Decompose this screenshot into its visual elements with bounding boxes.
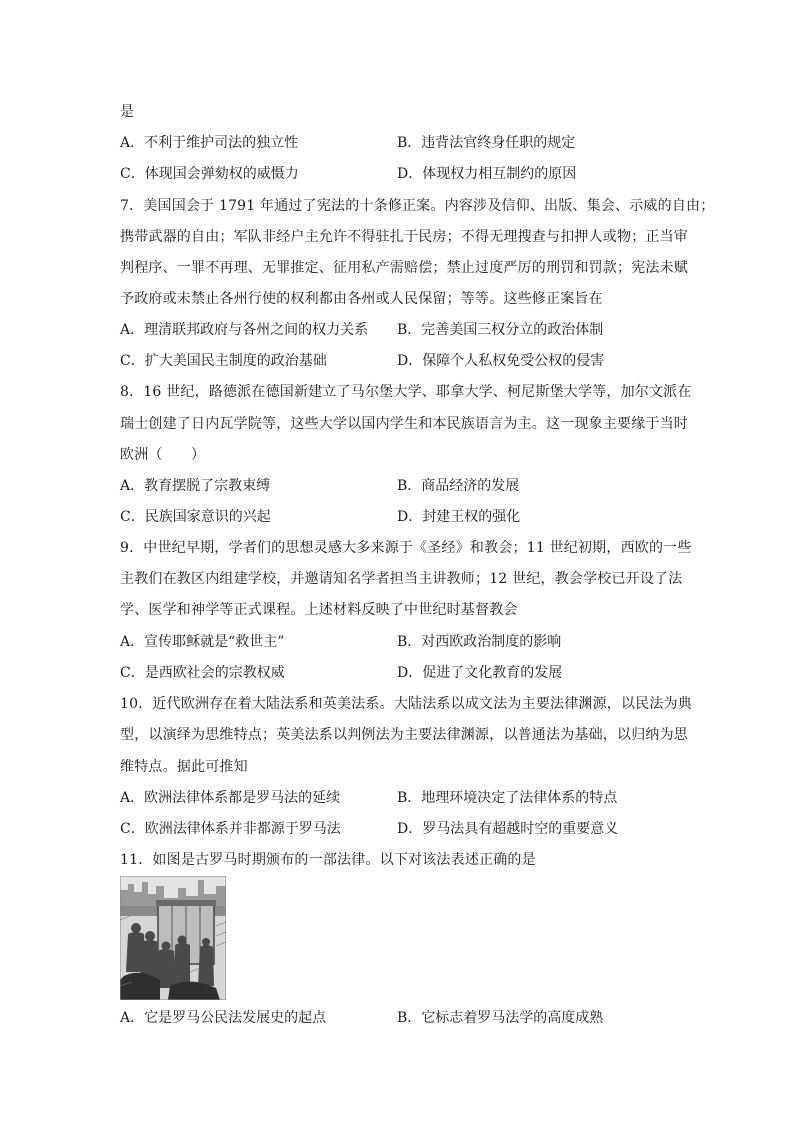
q9-stem-line-1: 9．中世纪早期，学者们的思想灵感大多来源于《圣经》和教会；11 世纪初期，西欧的一些	[120, 540, 692, 556]
q6-option-d: D．体现权力相互制约的原因	[397, 166, 577, 182]
q8-stem-line-1: 8．16 世纪，路德派在德国新建立了马尔堡大学、耶拿大学、柯尼斯堡大学等，加尔文派在	[120, 384, 692, 400]
q11-stem-line-1: 11．如图是古罗马时期颁布的一部法律。以下对该法表述正确的是	[120, 852, 536, 868]
q8-option-d: D．封建王权的强化	[397, 509, 521, 525]
q7-stem-line-4: 予政府或未禁止各州行使的权利都由各州或人民保留；等等。这些修正案旨在	[120, 291, 603, 307]
q8-option-b: B．商品经济的发展	[397, 478, 520, 494]
q10-stem-line-3: 维特点。据此可推知	[120, 759, 248, 775]
q10-option-d: D．罗马法具有超越时空的重要意义	[397, 821, 619, 837]
q7-stem-line-3: 判程序、一罪不再理、无罪推定、征用私产需赔偿；禁止过度严厉的刑罚和罚款；宪法未赋	[120, 260, 688, 276]
q6-stem-tail: 是	[120, 104, 135, 120]
q11-option-b: B．它标志着罗马法学的高度成熟	[397, 1010, 604, 1026]
q7-option-a: A．理清联邦政府与各州之间的权力关系	[120, 322, 369, 338]
q6-option-c: C．体现国会弹劾权的威慑力	[120, 166, 299, 182]
q8-option-a: A．教育摆脱了宗教束缚	[120, 478, 271, 494]
q6-option-b: B．违背法官终身任职的规定	[397, 135, 576, 151]
q10-option-a: A．欧洲法律体系都是罗马法的延续	[120, 790, 341, 806]
q8-stem-line-3: 欧洲（ ）	[120, 447, 206, 463]
q8-stem-line-2: 瑞士创建了日内瓦学院等，这些大学以国内学生和本民族语言为主。这一现象主要缘于当时	[120, 416, 688, 432]
q7-stem-line-2: 携带武器的自由；军队非经户主允许不得驻扎于民房；不得无理搜查与扣押人或物；正当审	[120, 229, 688, 245]
q7-stem-line-1: 7．美国国会于 1791 年通过了宪法的十条修正案。内容涉及信仰、出版、集会、示威的自由；	[120, 198, 715, 214]
q10-option-b: B．地理环境决定了法律体系的特点	[397, 790, 618, 806]
q9-option-c: C．是西欧社会的宗教权威	[120, 665, 285, 681]
q7-option-b: B．完善美国三权分立的政治体制	[397, 322, 604, 338]
q10-option-c: C．欧洲法律体系并非都源于罗马法	[120, 821, 341, 837]
q9-stem-line-3: 学、医学和神学等正式课程。上述材料反映了中世纪时基督教会	[120, 602, 518, 618]
q9-option-a: A．宣传耶稣就是“救世主”	[120, 634, 285, 650]
q6-option-a: A．不利于维护司法的独立性	[120, 135, 299, 151]
q9-option-d: D．促进了文化教育的发展	[397, 665, 563, 681]
q9-stem-line-2: 主教们在教区内组建学校，并邀请知名学者担当主讲教师；12 世纪，教会学校已开设了法	[120, 571, 683, 587]
q9-option-b: B．对西欧政治制度的影响	[397, 634, 562, 650]
q8-option-c: C．民族国家意识的兴起	[120, 509, 271, 525]
roman-law-engraving-image	[120, 876, 226, 1000]
q11-option-a: A．它是罗马公民法发展史的起点	[120, 1010, 327, 1026]
q10-stem-line-1: 10．近代欧洲存在着大陆法系和英美法系。大陆法系以成文法为主要法律渊源，以民法为典	[120, 696, 693, 712]
q10-stem-line-2: 型，以演绎为思维特点；英美法系以判例法为主要法律渊源，以普通法为基础，以归纳为思	[120, 727, 688, 743]
q7-option-c: C．扩大美国民主制度的政治基础	[120, 353, 327, 369]
q7-option-d: D．保障个人私权免受公权的侵害	[397, 353, 605, 369]
